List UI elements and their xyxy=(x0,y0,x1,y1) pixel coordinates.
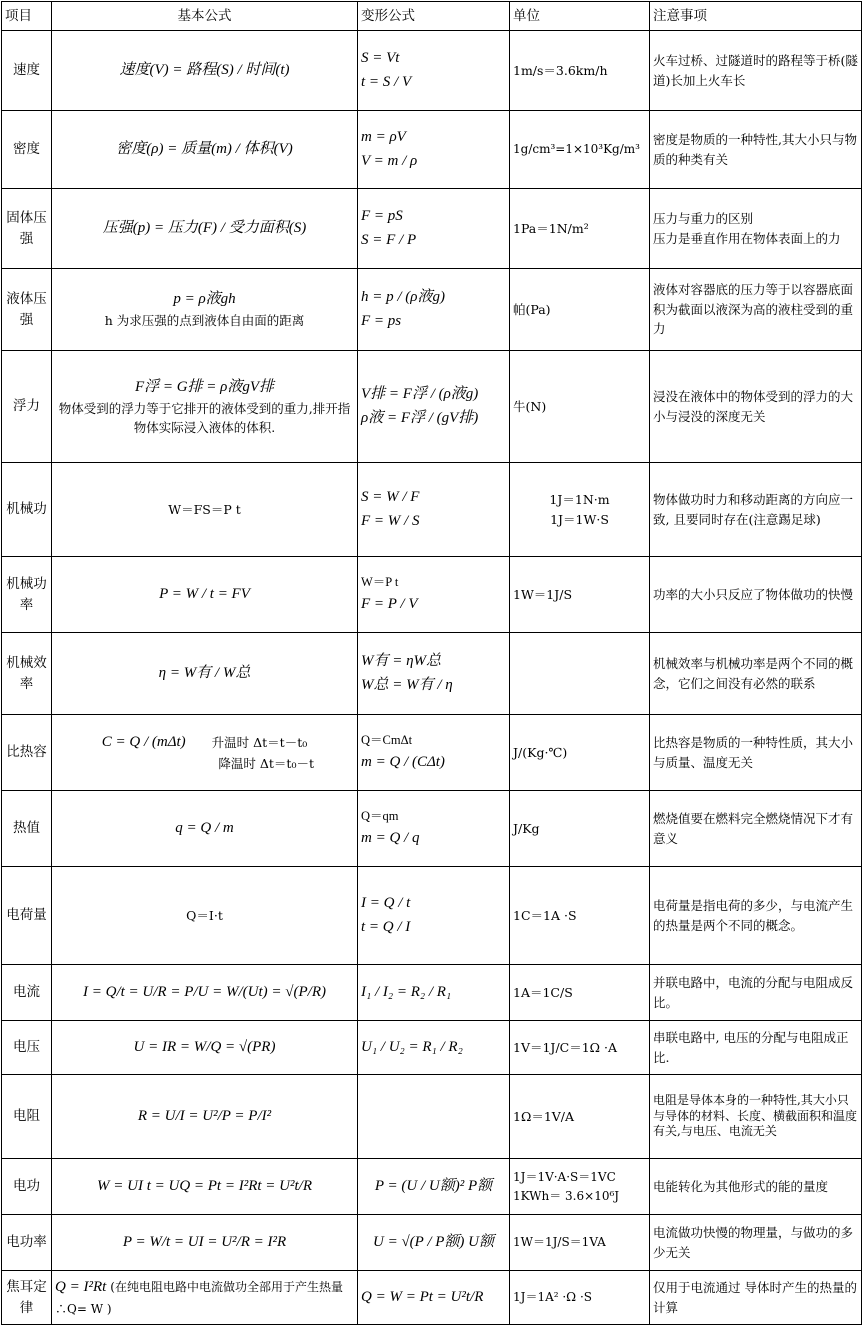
row-name: 液体压强 xyxy=(2,269,52,351)
derived-formula: S = W / F xyxy=(361,489,420,506)
table-row xyxy=(2,1271,862,1325)
basic-formula: I = Q/t = U/R = P/U = W/(Ut) = √(P/R) xyxy=(52,965,358,1021)
basic-formula: q = Q / m xyxy=(52,791,358,867)
derived-formula: W总 = W有 / η xyxy=(361,676,453,693)
derived-formulas xyxy=(358,965,510,1021)
row-name: 机械效率 xyxy=(2,633,52,715)
note-cell: 电阻是导体本身的一种特性,其大小只与导体的材料、长度、横截面积和温度有关,与电压、电流无关 xyxy=(650,1075,862,1159)
basic-formula: 密度(ρ) = 质量(m) / 体积(V) xyxy=(52,111,358,189)
derived-formulas xyxy=(358,633,510,715)
note-cell: 火车过桥、过隧道时的路程等于桥(隧道)长加上火车长 xyxy=(650,31,862,111)
basic-formula: η = W有 / W总 xyxy=(52,633,358,715)
row-name: 固体压强 xyxy=(2,189,52,269)
unit-cell: 1Pa＝1N/m² xyxy=(510,189,650,269)
note-cell: 仅用于电流通过 导体时产生的热量的计算 xyxy=(650,1271,862,1325)
row-name: 焦耳定律 xyxy=(2,1271,52,1325)
unit-cell: 1V＝1J/C＝1Ω ·A xyxy=(510,1021,650,1075)
table-row xyxy=(2,867,862,965)
table-row xyxy=(2,715,862,791)
table-row xyxy=(2,965,862,1021)
unit-cell: 1W＝1J/S xyxy=(510,557,650,633)
derived-formula: F = P / V xyxy=(361,595,418,612)
derived-formula: F = pS xyxy=(361,208,403,225)
basic-formula-cell xyxy=(52,715,358,791)
derived-formulas xyxy=(358,1021,510,1075)
unit-cell: 1J＝1A² ·Ω ·S xyxy=(510,1271,650,1325)
basic-formula: U = IR = W/Q = √(PR) xyxy=(52,1021,358,1075)
unit-cell xyxy=(510,633,650,715)
derived-formulas xyxy=(358,867,510,965)
derived-formulas xyxy=(358,189,510,269)
basic-formula: P = W/t = UI = U²/R = I²R xyxy=(52,1215,358,1271)
table-row xyxy=(2,1021,862,1075)
derived-formula: m = Q / q xyxy=(361,829,420,846)
note-cell: 电流做功快慢的物理量，与做功的多少无关 xyxy=(650,1215,862,1271)
derived-formula: W＝P t xyxy=(361,575,399,590)
derived-formula: P = (U / U额)² P额 xyxy=(358,1159,510,1215)
row-name: 速度 xyxy=(2,31,52,111)
derived-formula: Q = W = Pt = U²t/R xyxy=(358,1271,510,1325)
note-cell: 串联电路中, 电压的分配与电阻成正比. xyxy=(650,1021,862,1075)
basic-formula: 压强(p) = 压力(F) / 受力面积(S) xyxy=(52,189,358,269)
derived-formulas xyxy=(358,351,510,463)
row-name: 密度 xyxy=(2,111,52,189)
table-row xyxy=(2,189,862,269)
table-row xyxy=(2,633,862,715)
table-row xyxy=(2,1159,862,1215)
table-row xyxy=(2,269,862,351)
header-basic-formula: 基本公式 xyxy=(52,2,358,31)
row-name: 电压 xyxy=(2,1021,52,1075)
unit-cell: 1m/s＝3.6km/h xyxy=(510,31,650,111)
derived-formula: U₁ / U₂ = R₁ / R₂ xyxy=(361,1038,463,1055)
row-name: 机械功 xyxy=(2,463,52,557)
row-name: 热值 xyxy=(2,791,52,867)
table-row xyxy=(2,111,862,189)
unit-cell: 1C＝1A ·S xyxy=(510,867,650,965)
note-cell: 液体对容器底的压力等于以容器底面积为截面以液深为高的液柱受到的重力 xyxy=(650,269,862,351)
unit-cell: 牛(N) xyxy=(510,351,650,463)
unit-cell: 1W＝1J/S＝1VA xyxy=(510,1215,650,1271)
basic-formula: C = Q / (mΔt) xyxy=(101,734,186,751)
note-cell: 比热容是物质的一种特性质，其大小与质量、温度无关 xyxy=(650,715,862,791)
basic-formula-note: h 为求压强的点到液体自由面的距离 xyxy=(104,313,305,329)
note-cell: 电能转化为其他形式的能的量度 xyxy=(650,1159,862,1215)
basic-formula: 速度(V) = 路程(S) / 时间(t) xyxy=(52,31,358,111)
derived-formulas xyxy=(358,557,510,633)
table-row xyxy=(2,1215,862,1271)
derived-formulas xyxy=(358,31,510,111)
derived-formula: t = S / V xyxy=(361,73,412,90)
derived-formula: S = F / P xyxy=(361,231,417,248)
note-cell: 电荷量是指电荷的多少，与电流产生的热量是两个不同的概念。 xyxy=(650,867,862,965)
unit-cell: 1A＝1C/S xyxy=(510,965,650,1021)
basic-formula: Q = I²Rt xyxy=(55,1279,107,1296)
note-cell: 浸没在液体中的物体受到的浮力的大小与浸没的深度无关 xyxy=(650,351,862,463)
derived-formula: V = m / ρ xyxy=(361,152,418,169)
derived-formula: S = Vt xyxy=(361,50,400,67)
header-notes: 注意事项 xyxy=(650,2,862,31)
row-name: 比热容 xyxy=(2,715,52,791)
table-row xyxy=(2,791,862,867)
row-name: 电功 xyxy=(2,1159,52,1215)
derived-formula: U = √(P / P额) U额 xyxy=(358,1215,510,1271)
row-name: 浮力 xyxy=(2,351,52,463)
table-row xyxy=(2,1075,862,1159)
basic-formula-note: 物体受到的浮力等于它排开的液体受到的重力,排开指物体实际浸入液体的体积. xyxy=(58,400,351,436)
note-cell: 物体做功时力和移动距离的方向应一致, 且要同时存在(注意踢足球) xyxy=(650,463,862,557)
note-cell: 密度是物质的一种特性,其大小只与物质的种类有关 xyxy=(650,111,862,189)
table-row xyxy=(2,31,862,111)
derived-formulas xyxy=(358,111,510,189)
derived-formula: h = p / (ρ液g) xyxy=(361,289,445,306)
derived-formulas xyxy=(358,463,510,557)
derived-formula: ρ液 = F浮 / (gV排) xyxy=(361,409,479,426)
unit-cell: J/Kg xyxy=(510,791,650,867)
unit-cell: J/(Kg·℃) xyxy=(510,715,650,791)
derived-formulas xyxy=(358,791,510,867)
derived-formula: F = ps xyxy=(361,312,402,329)
basic-formula: W＝FS＝P t xyxy=(52,463,358,557)
basic-formula: R = U/I = U²/P = P/I² xyxy=(52,1075,358,1159)
derived-formulas xyxy=(358,715,510,791)
table-row xyxy=(2,557,862,633)
basic-formula-cell xyxy=(52,1271,358,1325)
derived-formula: m = Q / (CΔt) xyxy=(361,753,445,770)
table-row xyxy=(2,351,862,463)
unit-cell: 帕(Pa) xyxy=(510,269,650,351)
note-cell: 并联电路中，电流的分配与电阻成反比。 xyxy=(650,965,862,1021)
derived-formulas xyxy=(358,269,510,351)
header-unit: 单位 xyxy=(510,2,650,31)
note-cell: 燃烧值要在燃料完全燃烧情况下才有意义 xyxy=(650,791,862,867)
basic-formula-note: (在纯电阻电路中电流做功全部用于产生热量∴Q= W ) xyxy=(55,1280,343,1317)
derived-formula: V排 = F浮 / (ρ液g) xyxy=(361,386,479,403)
derived-formulas xyxy=(358,1075,510,1159)
unit-cell: 1Ω＝1V/A xyxy=(510,1075,650,1159)
basic-formula-cell xyxy=(52,269,358,351)
note-cell: 压力与重力的区别 压力是垂直作用在物体表面上的力 xyxy=(650,189,862,269)
basic-formula-note: 降温时 Δt＝t₀－t xyxy=(218,756,314,772)
header-row xyxy=(2,2,862,31)
row-name: 电荷量 xyxy=(2,867,52,965)
derived-formula: Q＝qm xyxy=(361,809,399,824)
derived-formula: W有 = ηW总 xyxy=(361,653,442,670)
derived-formula: I = Q / t xyxy=(361,895,411,912)
note-cell: 功率的大小只反应了物体做功的快慢 xyxy=(650,557,862,633)
derived-formula: F = W / S xyxy=(361,512,420,529)
row-name: 机械功率 xyxy=(2,557,52,633)
derived-formula: Q＝CmΔt xyxy=(361,733,413,748)
formula-table xyxy=(1,1,862,1325)
basic-formula-cell xyxy=(52,351,358,463)
header-derived-formula: 变形公式 xyxy=(358,2,510,31)
header-item: 项目 xyxy=(2,2,52,31)
derived-formula: m = ρV xyxy=(361,129,406,146)
basic-formula: F浮 = G排 = ρ液gV排 xyxy=(134,378,275,395)
note-cell: 机械效率与机械功率是两个不同的概念，它们之间没有必然的联系 xyxy=(650,633,862,715)
unit-cell: 1J＝1V·A·S＝1VC 1KWh＝ 3.6×10⁶J xyxy=(510,1159,650,1215)
unit-cell: 1g/cm³=1×10³Kg/m³ xyxy=(510,111,650,189)
unit-cell: 1J＝1N·m 1J＝1W·S xyxy=(510,463,650,557)
basic-formula: Q＝I·t xyxy=(52,867,358,965)
basic-formula: W = UI t = UQ = Pt = I²Rt = U²t/R xyxy=(52,1159,358,1215)
basic-formula-note: 升温时 Δt＝t－t₀ xyxy=(211,735,308,751)
row-name: 电功率 xyxy=(2,1215,52,1271)
derived-formula: t = Q / I xyxy=(361,918,411,935)
derived-formula: I₁ / I₂ = R₂ / R₁ xyxy=(361,983,452,1000)
row-name: 电流 xyxy=(2,965,52,1021)
basic-formula: P = W / t = FV xyxy=(52,557,358,633)
basic-formula: p = ρ液gh xyxy=(173,291,236,308)
row-name: 电阻 xyxy=(2,1075,52,1159)
table-row xyxy=(2,463,862,557)
